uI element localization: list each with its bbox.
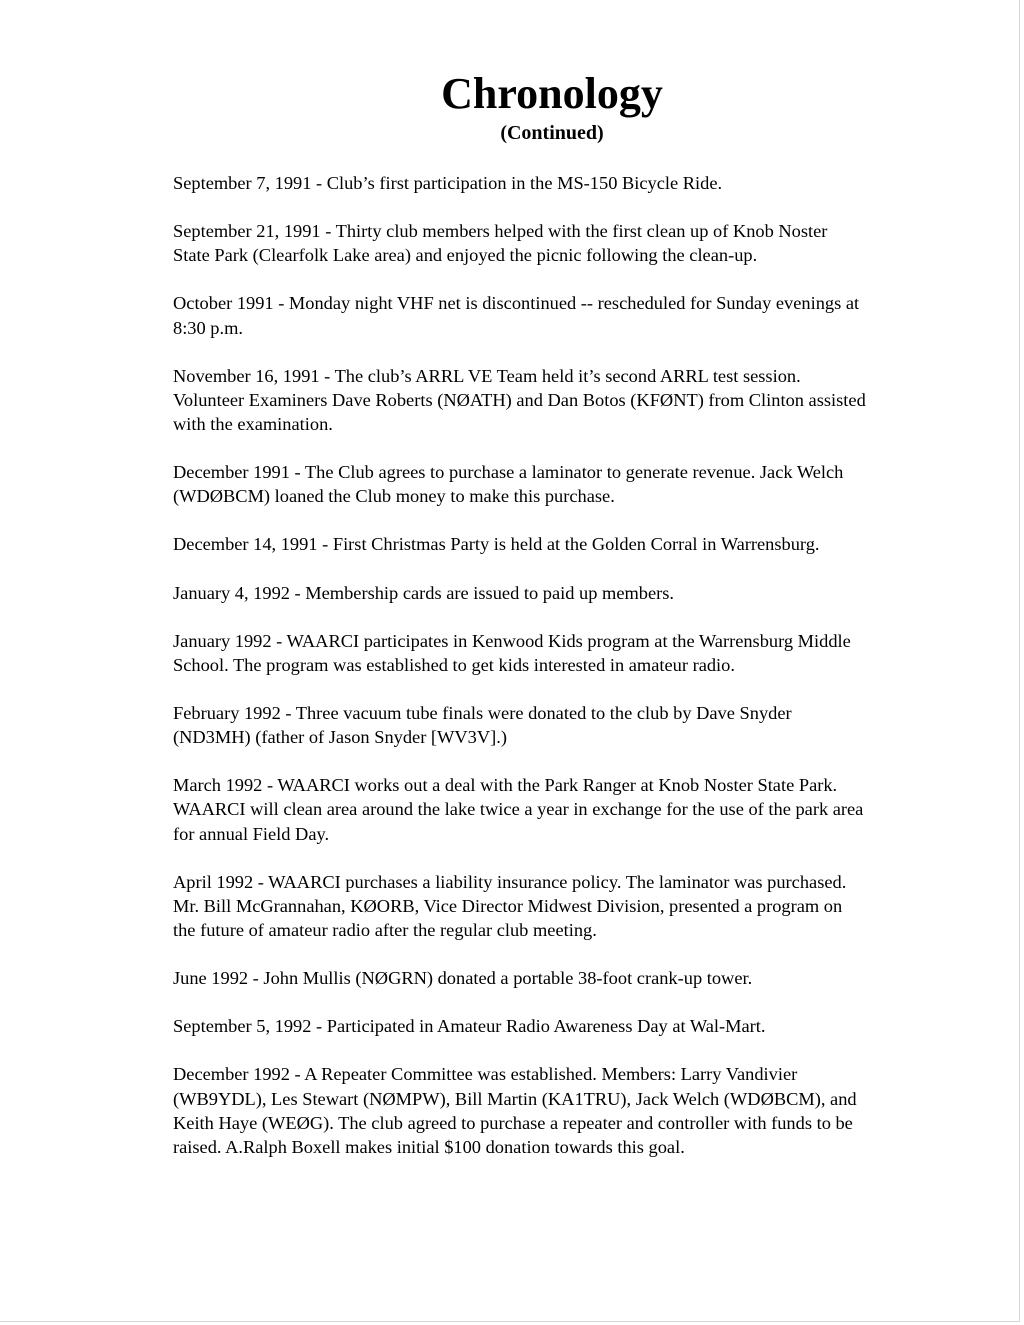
chronology-entry <box>173 581 935 605</box>
entry-line: December 1992 - A Repeater Committee was established. Members: Larry Vandivier <box>173 1064 798 1085</box>
chronology-entry <box>173 629 935 677</box>
entry-line: February 1992 - Three vacuum tube finals were donated to the club by Dave Snyder <box>173 703 792 724</box>
chronology-entry <box>173 364 935 436</box>
page-subtitle: (Continued) <box>500 122 604 144</box>
entry-line: School. The program was established to get kids interested in amateur radio. <box>173 654 735 675</box>
entry-line: for annual Field Day. <box>173 823 330 844</box>
entry-line: Mr. Bill McGrannahan, KØORB, Vice Director Midwest Division, presented a program on <box>173 895 843 916</box>
chronology-entry <box>173 773 935 845</box>
chronology-entry <box>173 460 935 508</box>
entry-line: April 1992 - WAARCI purchases a liability insurance policy. The laminator was purchased. <box>173 871 847 892</box>
entry-line: 8:30 p.m. <box>173 317 243 338</box>
entry-line: Keith Haye (WEØG). The club agreed to purchase a repeater and controller with funds to be <box>173 1112 853 1133</box>
entry-line: (ND3MH) (father of Jason Snyder [WV3V].) <box>173 727 508 748</box>
entry-line: December 1991 - The Club agrees to purchase a laminator to generate revenue. Jack Welch <box>173 462 844 483</box>
chronology-entry <box>173 1014 935 1038</box>
entry-line: September 21, 1991 - Thirty club members helped with the first clean up of Knob Noster <box>173 221 828 242</box>
entry-line: November 16, 1991 - The club’s ARRL VE Team held it’s second ARRL test session. <box>173 365 801 386</box>
chronology-entry <box>173 291 935 339</box>
chronology-entry <box>173 870 935 942</box>
entry-line: Volunteer Examiners Dave Roberts (NØATH) and Dan Botos (KFØNT) from Clinton assisted <box>173 389 866 410</box>
entry-line: September 5, 1992 - Participated in Amateur Radio Awareness Day at Wal-Mart. <box>173 1016 766 1037</box>
chronology-entry <box>173 219 935 267</box>
entry-line: the future of amateur radio after the regular club meeting. <box>173 919 597 940</box>
entry-line: June 1992 - John Mullis (NØGRN) donated a portable 38-foot crank-up tower. <box>173 968 753 989</box>
entry-line: (WDØBCM) loaned the Club money to make this purchase. <box>173 486 615 507</box>
chronology-entry <box>173 532 935 556</box>
entry-line: raised. A.Ralph Boxell makes initial $100 donation towards this goal. <box>173 1136 685 1157</box>
entry-line: with the examination. <box>173 413 333 434</box>
entry-line: March 1992 - WAARCI works out a deal with the Park Ranger at Knob Noster State Park. <box>173 775 838 796</box>
page-title: Chronology <box>441 69 663 118</box>
entry-line: September 7, 1991 - Club’s first participation in the MS-150 Bicycle Ride. <box>173 173 723 193</box>
chronology-entry <box>173 1062 935 1158</box>
entry-line: January 4, 1992 - Membership cards are issued to paid up members. <box>173 582 675 603</box>
chronology-entry <box>173 966 935 990</box>
entry-line: (WB9YDL), Les Stewart (NØMPW), Bill Martin (KA1TRU), Jack Welch (WDØBCM), and <box>173 1088 857 1109</box>
entry-line: State Park (Clearfolk Lake area) and enjoyed the picnic following the clean-up. <box>173 245 758 266</box>
entry-line: January 1992 - WAARCI participates in Kenwood Kids program at the Warrensburg Middle <box>173 630 851 651</box>
chronology-entry <box>173 701 935 749</box>
entry-line: October 1991 - Monday night VHF net is discontinued -- rescheduled for Sunday evenings at <box>173 293 860 314</box>
chronology-list <box>173 171 935 1183</box>
chronology-entry <box>173 171 935 195</box>
entry-line: WAARCI will clean area around the lake twice a year in exchange for the use of the park area <box>173 799 864 820</box>
entry-line: December 14, 1991 - First Christmas Party is held at the Golden Corral in Warrensburg. <box>173 534 820 555</box>
